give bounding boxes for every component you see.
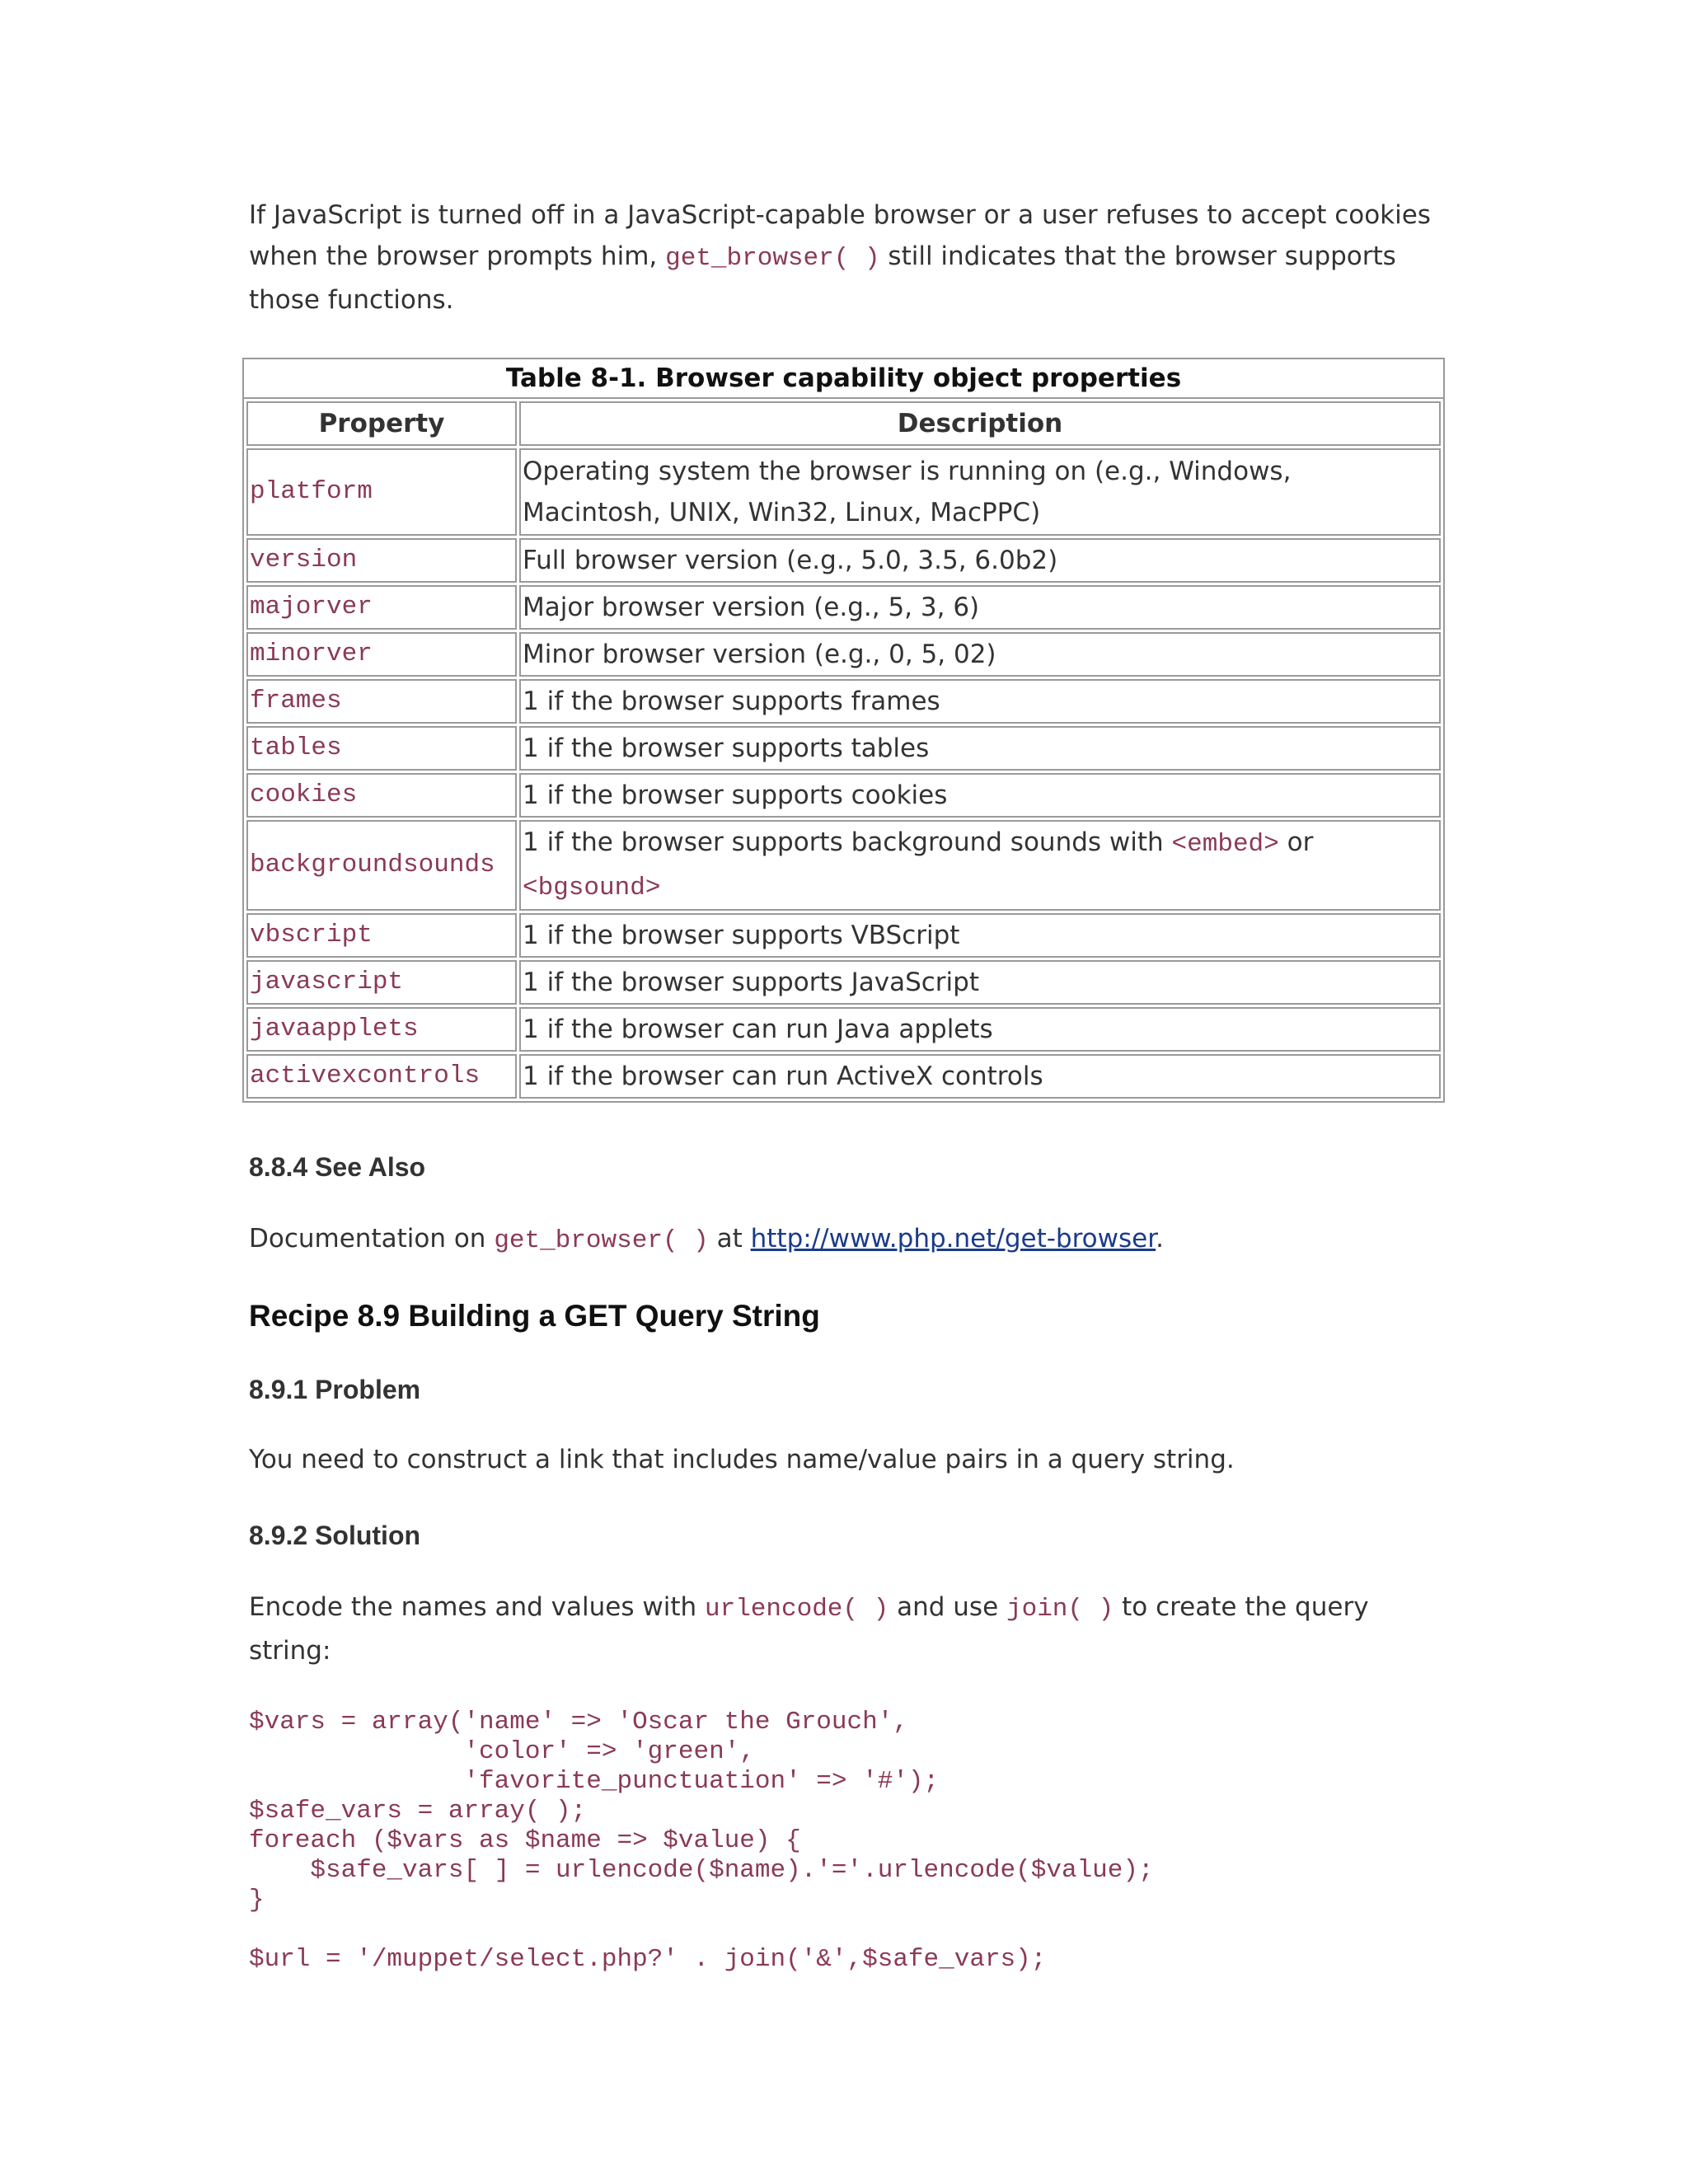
table-row xyxy=(246,960,1441,1005)
table-row xyxy=(246,632,1441,677)
table-row xyxy=(246,679,1441,724)
property-cell: frames xyxy=(246,679,517,724)
description-cell: 1 if the browser can run ActiveX controls xyxy=(519,1054,1441,1099)
property-cell: platform xyxy=(246,448,517,536)
solution-text: Encode the names and values with xyxy=(249,1592,705,1622)
description-cell: Full browser version (e.g., 5.0, 3.5, 6.0b2) xyxy=(519,538,1441,583)
description-cell: Major browser version (e.g., 5, 3, 6) xyxy=(519,585,1441,630)
table-row xyxy=(246,448,1441,536)
property-cell: javascript xyxy=(246,960,517,1005)
table-row xyxy=(246,913,1441,958)
see-also-code: get_browser( ) xyxy=(494,1226,709,1255)
description-cell: Operating system the browser is running on (e.g., Windows, Macintosh, UNIX, Win32, Linux, MacPPC) xyxy=(519,448,1441,536)
description-cell: 1 if the browser supports cookies xyxy=(519,773,1441,818)
table-row xyxy=(246,1007,1441,1052)
description-cell: 1 if the browser supports VBScript xyxy=(519,913,1441,958)
table-row xyxy=(246,538,1441,583)
property-cell: backgroundsounds xyxy=(246,820,517,911)
table-header-row xyxy=(246,401,1441,446)
property-cell: version xyxy=(246,538,517,583)
join-code: join( ) xyxy=(1006,1595,1114,1624)
description-cell: 1 if the browser supports JavaScript xyxy=(519,960,1441,1005)
description-cell xyxy=(519,820,1441,911)
see-also-text: . xyxy=(1156,1224,1164,1254)
table-caption: Table 8-1. Browser capability object properties xyxy=(242,358,1445,397)
see-also-heading: 8.8.4 See Also xyxy=(249,1152,426,1182)
intro-text-after: still indicates that the browser supports those functions. xyxy=(249,241,1396,315)
php-code-block: $vars = array('name' => 'Oscar the Grouch', 'color' => 'green', 'favorite_punctuation' => '#'); $safe_vars = array( ); foreach ($vars as $name => $value) { $safe_vars[ ] = urlencode($name).'='.urlencode($value); } $url = '/muppet/select.php?' . join('&',$safe_vars); xyxy=(249,1708,1154,1974)
problem-heading: 8.9.1 Problem xyxy=(249,1375,421,1404)
property-cell: tables xyxy=(246,726,517,771)
solution-text: to create the query string: xyxy=(249,1592,1369,1666)
intro-paragraph xyxy=(249,194,1444,321)
solution-paragraph xyxy=(249,1586,1444,1671)
property-cell: activexcontrols xyxy=(246,1054,517,1099)
intro-text-before: If JavaScript is turned off in a JavaScript-capable browser or a user refuses to accept cookies when the browser prompts him, xyxy=(249,200,1431,271)
php-get-browser-link[interactable]: http://www.php.net/get-browser xyxy=(750,1224,1156,1254)
property-cell: javaapplets xyxy=(246,1007,517,1052)
table-row xyxy=(246,1054,1441,1099)
embed-code: <embed> xyxy=(1171,830,1279,859)
see-also-text: at xyxy=(708,1224,751,1254)
description-cell: 1 if the browser can run Java applets xyxy=(519,1007,1441,1052)
description-cell: Minor browser version (e.g., 0, 5, 02) xyxy=(519,632,1441,677)
table-row xyxy=(246,820,1441,911)
header-description: Description xyxy=(519,401,1441,446)
description-text: 1 if the browser supports background sounds with xyxy=(523,827,1172,857)
intro-code: get_browser( ) xyxy=(665,244,880,273)
description-cell: 1 if the browser supports frames xyxy=(519,679,1441,724)
description-text: or xyxy=(1278,827,1314,857)
property-cell: minorver xyxy=(246,632,517,677)
header-property: Property xyxy=(246,401,517,446)
description-cell: 1 if the browser supports tables xyxy=(519,726,1441,771)
property-cell: cookies xyxy=(246,773,517,818)
see-also-paragraph xyxy=(249,1218,1444,1262)
solution-heading: 8.9.2 Solution xyxy=(249,1521,421,1550)
bgsound-code: <bgsound> xyxy=(523,874,661,902)
recipe-heading: Recipe 8.9 Building a GET Query String xyxy=(249,1299,820,1333)
table-row xyxy=(246,726,1441,771)
table-row xyxy=(246,773,1441,818)
table-row xyxy=(246,585,1441,630)
solution-text: and use xyxy=(889,1592,1006,1622)
browser-capability-table xyxy=(242,358,1445,1103)
urlencode-code: urlencode( ) xyxy=(704,1595,889,1624)
problem-paragraph: You need to construct a link that includes name/value pairs in a query string. xyxy=(249,1445,1235,1474)
see-also-text: Documentation on xyxy=(249,1224,495,1254)
property-cell: majorver xyxy=(246,585,517,630)
property-cell: vbscript xyxy=(246,913,517,958)
